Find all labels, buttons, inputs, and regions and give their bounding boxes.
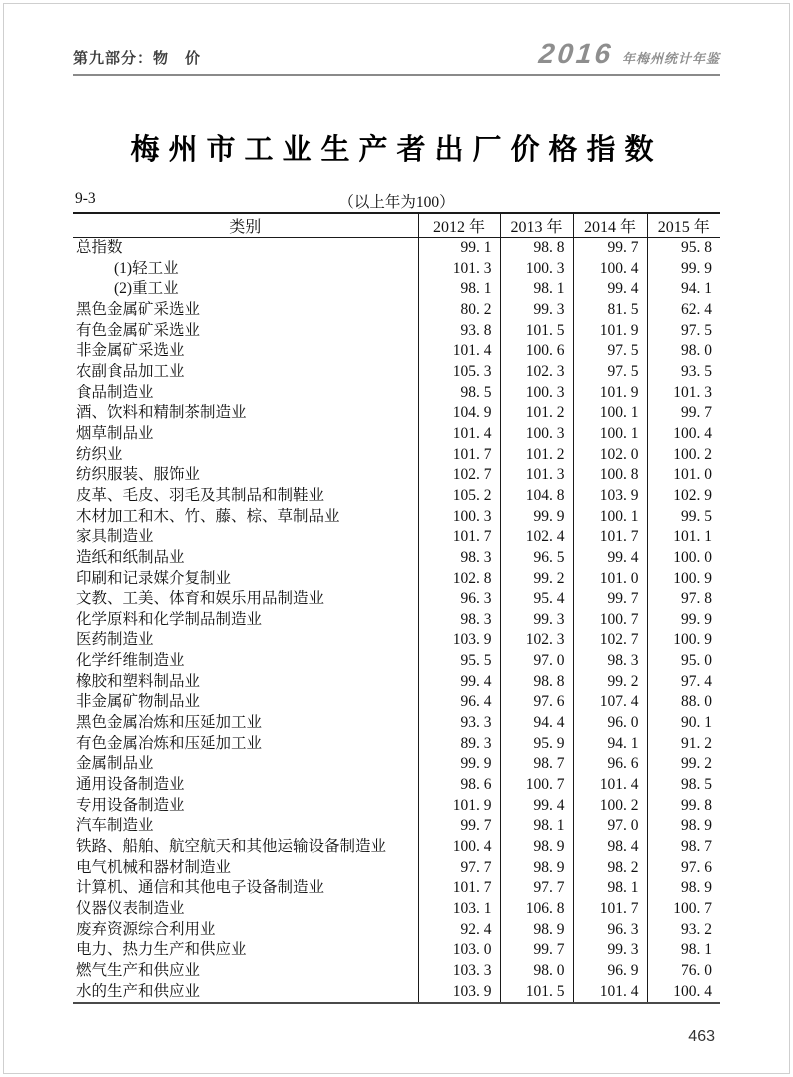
value-cell-2013: 99. 3	[500, 300, 573, 321]
row-label: 铁路、船舶、航空航天和其他运输设备制造业	[76, 838, 387, 856]
row-label: 非金属矿物制品业	[76, 693, 201, 711]
value-cell-2014: 99. 7	[573, 238, 647, 259]
value-cell-2012: 100. 4	[418, 837, 500, 858]
table-row	[73, 507, 720, 528]
value-cell-2013: 101. 5	[500, 321, 573, 342]
table-row	[73, 445, 720, 466]
table-row	[73, 383, 720, 404]
value-cell-2015: 76. 0	[647, 961, 720, 982]
row-label: 纺织服装、服饰业	[76, 466, 201, 484]
value-cell-2012: 99. 1	[418, 238, 500, 259]
value-cell-2015: 90. 1	[647, 713, 720, 734]
value-cell-2015: 99. 9	[647, 610, 720, 631]
row-label: 造纸和纸制品业	[76, 548, 185, 566]
logo-book-text: 年梅州统计年鉴	[621, 51, 720, 66]
value-cell-2015: 99. 9	[647, 259, 720, 280]
value-cell-2015: 93. 2	[647, 920, 720, 941]
value-cell-2013: 100. 3	[500, 259, 573, 280]
table-row	[73, 816, 720, 837]
value-cell-2013: 101. 5	[500, 982, 573, 1004]
row-label: 黑色金属矿采选业	[76, 300, 201, 318]
value-cell-2013: 100. 7	[500, 775, 573, 796]
table-row	[73, 610, 720, 631]
column-header-2014: 2014 年	[573, 213, 647, 238]
value-cell-2012: 103. 0	[418, 940, 500, 961]
value-cell-2015: 98. 7	[647, 837, 720, 858]
value-cell-2012: 101. 9	[418, 796, 500, 817]
value-cell-2013: 98. 8	[500, 238, 573, 259]
row-label: 木材加工和木、竹、藤、棕、草制品业	[76, 507, 340, 525]
table-row	[73, 548, 720, 569]
table-row	[73, 238, 720, 259]
table-row	[73, 486, 720, 507]
value-cell-2013: 97. 6	[500, 692, 573, 713]
value-cell-2012: 101. 7	[418, 878, 500, 899]
row-label: 汽车制造业	[76, 817, 154, 835]
value-cell-2014: 100. 1	[573, 424, 647, 445]
value-cell-2012: 93. 3	[418, 713, 500, 734]
value-cell-2015: 98. 1	[647, 940, 720, 961]
value-cell-2015: 100. 2	[647, 445, 720, 466]
value-cell-2015: 98. 0	[647, 341, 720, 362]
table-row	[73, 754, 720, 775]
row-label: 金属制品业	[76, 755, 154, 773]
table-row	[73, 940, 720, 961]
value-cell-2013: 102. 3	[500, 362, 573, 383]
value-cell-2013: 104. 8	[500, 486, 573, 507]
page-number: 463	[688, 1028, 715, 1045]
page-title: 梅州市工业生产者出厂价格指数	[130, 134, 663, 166]
value-cell-2014: 97. 0	[573, 816, 647, 837]
value-cell-2013: 98. 1	[500, 816, 573, 837]
table-row	[73, 300, 720, 321]
value-cell-2014: 101. 7	[573, 899, 647, 920]
value-cell-2012: 99. 7	[418, 816, 500, 837]
table-row	[73, 920, 720, 941]
value-cell-2012: 96. 3	[418, 589, 500, 610]
row-label: (2)重工业	[114, 280, 179, 298]
table-row	[73, 899, 720, 920]
value-cell-2014: 100. 1	[573, 507, 647, 528]
value-cell-2014: 99. 4	[573, 548, 647, 569]
value-cell-2012: 102. 8	[418, 569, 500, 590]
row-label: 有色金属矿采选业	[76, 321, 201, 339]
value-cell-2014: 100. 4	[573, 259, 647, 280]
value-cell-2013: 106. 8	[500, 899, 573, 920]
logo-year-text: 2016	[537, 38, 616, 69]
price-index-table	[73, 212, 720, 1004]
value-cell-2014: 94. 1	[573, 734, 647, 755]
value-cell-2012: 103. 9	[418, 630, 500, 651]
value-cell-2013: 98. 1	[500, 279, 573, 300]
table-row	[73, 672, 720, 693]
value-cell-2013: 98. 7	[500, 754, 573, 775]
value-cell-2012: 98. 6	[418, 775, 500, 796]
value-cell-2013: 94. 4	[500, 713, 573, 734]
value-cell-2015: 93. 5	[647, 362, 720, 383]
value-cell-2014: 102. 0	[573, 445, 647, 466]
column-header-2013: 2013 年	[500, 213, 573, 238]
value-cell-2015: 98. 5	[647, 775, 720, 796]
value-cell-2015: 97. 6	[647, 858, 720, 879]
row-label: 家具制造业	[76, 528, 154, 546]
value-cell-2012: 105. 2	[418, 486, 500, 507]
value-cell-2014: 96. 6	[573, 754, 647, 775]
value-cell-2015: 95. 0	[647, 651, 720, 672]
value-cell-2013: 100. 3	[500, 383, 573, 404]
value-cell-2014: 101. 4	[573, 982, 647, 1004]
value-cell-2015: 99. 5	[647, 507, 720, 528]
value-cell-2014: 97. 5	[573, 362, 647, 383]
table-row	[73, 362, 720, 383]
value-cell-2015: 99. 2	[647, 754, 720, 775]
value-cell-2013: 101. 2	[500, 403, 573, 424]
value-cell-2015: 99. 7	[647, 403, 720, 424]
value-cell-2014: 96. 9	[573, 961, 647, 982]
row-label: 皮革、毛皮、羽毛及其制品和制鞋业	[76, 486, 325, 504]
row-label: 电气机械和器材制造业	[76, 858, 232, 876]
value-cell-2013: 99. 7	[500, 940, 573, 961]
table-row	[73, 259, 720, 280]
value-cell-2012: 101. 4	[418, 341, 500, 362]
value-cell-2014: 81. 5	[573, 300, 647, 321]
value-cell-2012: 93. 8	[418, 321, 500, 342]
column-header-2015: 2015 年	[647, 213, 720, 238]
table-row	[73, 878, 720, 899]
table-row	[73, 321, 720, 342]
value-cell-2013: 99. 4	[500, 796, 573, 817]
value-cell-2014: 102. 7	[573, 630, 647, 651]
value-cell-2012: 100. 3	[418, 507, 500, 528]
row-label: 医药制造业	[76, 631, 154, 649]
value-cell-2014: 96. 0	[573, 713, 647, 734]
value-cell-2012: 89. 3	[418, 734, 500, 755]
value-cell-2012: 103. 1	[418, 899, 500, 920]
value-cell-2014: 98. 4	[573, 837, 647, 858]
row-label: 燃气生产和供应业	[76, 961, 201, 979]
base-year-note: （以上年为100）	[338, 194, 455, 211]
value-cell-2015: 98. 9	[647, 878, 720, 899]
value-cell-2012: 98. 5	[418, 383, 500, 404]
value-cell-2013: 101. 2	[500, 445, 573, 466]
value-cell-2013: 102. 3	[500, 630, 573, 651]
value-cell-2015: 97. 5	[647, 321, 720, 342]
table-row	[73, 424, 720, 445]
row-label: 通用设备制造业	[76, 776, 185, 794]
row-label: 计算机、通信和其他电子设备制造业	[76, 879, 325, 897]
value-cell-2015: 100. 4	[647, 424, 720, 445]
row-label: 黑色金属冶炼和压延加工业	[76, 714, 263, 732]
value-cell-2012: 99. 9	[418, 754, 500, 775]
value-cell-2015: 97. 8	[647, 589, 720, 610]
value-cell-2012: 98. 1	[418, 279, 500, 300]
row-label: 橡胶和塑料制品业	[76, 672, 201, 690]
table-number: 9-3	[75, 190, 96, 207]
section-label: 第九部分：物 价	[73, 50, 202, 67]
value-cell-2013: 95. 9	[500, 734, 573, 755]
value-cell-2015: 98. 9	[647, 816, 720, 837]
row-label: 专用设备制造业	[76, 796, 185, 814]
value-cell-2014: 100. 1	[573, 403, 647, 424]
value-cell-2012: 102. 7	[418, 465, 500, 486]
value-cell-2013: 100. 6	[500, 341, 573, 362]
row-label: 酒、饮料和精制茶制造业	[76, 404, 247, 422]
value-cell-2015: 100. 9	[647, 630, 720, 651]
value-cell-2014: 100. 2	[573, 796, 647, 817]
value-cell-2015: 99. 8	[647, 796, 720, 817]
value-cell-2012: 103. 9	[418, 982, 500, 1004]
table-row	[73, 651, 720, 672]
table-row	[73, 465, 720, 486]
table-row	[73, 961, 720, 982]
value-cell-2014: 101. 9	[573, 383, 647, 404]
table-meta	[73, 190, 720, 212]
row-label: 化学原料和化学制品制造业	[76, 610, 263, 628]
value-cell-2012: 97. 7	[418, 858, 500, 879]
value-cell-2012: 96. 4	[418, 692, 500, 713]
table-row	[73, 775, 720, 796]
table-row	[73, 341, 720, 362]
value-cell-2013: 98. 8	[500, 672, 573, 693]
value-cell-2013: 97. 0	[500, 651, 573, 672]
row-label: 化学纤维制造业	[76, 652, 185, 670]
table-row	[73, 982, 720, 1004]
value-cell-2013: 101. 3	[500, 465, 573, 486]
column-header-category: 类别	[73, 213, 418, 238]
value-cell-2013: 99. 9	[500, 507, 573, 528]
row-label: (1)轻工业	[114, 259, 179, 277]
value-cell-2012: 99. 4	[418, 672, 500, 693]
value-cell-2014: 98. 3	[573, 651, 647, 672]
value-cell-2014: 99. 3	[573, 940, 647, 961]
value-cell-2015: 88. 0	[647, 692, 720, 713]
value-cell-2013: 98. 0	[500, 961, 573, 982]
value-cell-2015: 97. 4	[647, 672, 720, 693]
value-cell-2012: 98. 3	[418, 610, 500, 631]
table-row	[73, 796, 720, 817]
value-cell-2013: 96. 5	[500, 548, 573, 569]
value-cell-2015: 95. 8	[647, 238, 720, 259]
value-cell-2014: 103. 9	[573, 486, 647, 507]
value-cell-2015: 101. 3	[647, 383, 720, 404]
table-row	[73, 279, 720, 300]
value-cell-2014: 101. 9	[573, 321, 647, 342]
row-label: 烟草制品业	[76, 424, 154, 442]
table-row	[73, 527, 720, 548]
value-cell-2014: 99. 2	[573, 672, 647, 693]
row-label: 非金属矿采选业	[76, 342, 185, 360]
value-cell-2013: 98. 9	[500, 837, 573, 858]
yearbook-logo	[539, 40, 720, 68]
value-cell-2012: 92. 4	[418, 920, 500, 941]
row-label: 水的生产和供应业	[76, 982, 201, 1000]
value-cell-2014: 98. 2	[573, 858, 647, 879]
value-cell-2014: 107. 4	[573, 692, 647, 713]
value-cell-2013: 100. 3	[500, 424, 573, 445]
table-row	[73, 837, 720, 858]
value-cell-2014: 100. 7	[573, 610, 647, 631]
value-cell-2013: 99. 2	[500, 569, 573, 590]
value-cell-2014: 101. 4	[573, 775, 647, 796]
table-row	[73, 692, 720, 713]
value-cell-2015: 102. 9	[647, 486, 720, 507]
value-cell-2012: 104. 9	[418, 403, 500, 424]
row-label: 食品制造业	[76, 383, 154, 401]
row-label: 农副食品加工业	[76, 362, 185, 380]
value-cell-2014: 97. 5	[573, 341, 647, 362]
row-label: 废弃资源综合利用业	[76, 920, 216, 938]
value-cell-2012: 101. 4	[418, 424, 500, 445]
table-row	[73, 858, 720, 879]
row-label: 有色金属冶炼和压延加工业	[76, 734, 263, 752]
row-label: 纺织业	[76, 445, 123, 463]
row-label: 印刷和记录媒介复制业	[76, 569, 232, 587]
row-label: 仪器仪表制造业	[76, 900, 185, 917]
value-cell-2014: 98. 1	[573, 878, 647, 899]
value-cell-2012: 101. 3	[418, 259, 500, 280]
value-cell-2013: 102. 4	[500, 527, 573, 548]
value-cell-2015: 91. 2	[647, 734, 720, 755]
value-cell-2015: 94. 1	[647, 279, 720, 300]
value-cell-2013: 99. 3	[500, 610, 573, 631]
value-cell-2014: 96. 3	[573, 920, 647, 941]
table-row	[73, 630, 720, 651]
value-cell-2015: 100. 7	[647, 899, 720, 920]
value-cell-2012: 101. 7	[418, 445, 500, 466]
table-row	[73, 403, 720, 424]
value-cell-2015: 100. 4	[647, 982, 720, 1004]
table-body	[73, 238, 720, 1004]
value-cell-2015: 100. 9	[647, 569, 720, 590]
value-cell-2012: 80. 2	[418, 300, 500, 321]
row-label: 文教、工美、体育和娱乐用品制造业	[76, 590, 325, 608]
value-cell-2013: 98. 9	[500, 858, 573, 879]
value-cell-2015: 101. 1	[647, 527, 720, 548]
value-cell-2015: 62. 4	[647, 300, 720, 321]
value-cell-2013: 95. 4	[500, 589, 573, 610]
value-cell-2015: 100. 0	[647, 548, 720, 569]
value-cell-2015: 101. 0	[647, 465, 720, 486]
value-cell-2012: 95. 5	[418, 651, 500, 672]
row-label: 总指数	[76, 239, 123, 256]
value-cell-2013: 97. 7	[500, 878, 573, 899]
value-cell-2014: 99. 4	[573, 279, 647, 300]
value-cell-2014: 101. 0	[573, 569, 647, 590]
table-row	[73, 713, 720, 734]
row-label: 电力、热力生产和供应业	[76, 941, 247, 959]
value-cell-2014: 101. 7	[573, 527, 647, 548]
value-cell-2014: 99. 7	[573, 589, 647, 610]
value-cell-2014: 100. 8	[573, 465, 647, 486]
running-header	[73, 40, 720, 76]
table-row	[73, 589, 720, 610]
value-cell-2012: 105. 3	[418, 362, 500, 383]
value-cell-2012: 103. 3	[418, 961, 500, 982]
value-cell-2012: 98. 3	[418, 548, 500, 569]
value-cell-2012: 101. 7	[418, 527, 500, 548]
table-row	[73, 569, 720, 590]
table-header	[73, 213, 720, 238]
table-row	[73, 734, 720, 755]
column-header-2012: 2012 年	[418, 213, 500, 238]
header-row	[73, 213, 720, 238]
value-cell-2013: 98. 9	[500, 920, 573, 941]
